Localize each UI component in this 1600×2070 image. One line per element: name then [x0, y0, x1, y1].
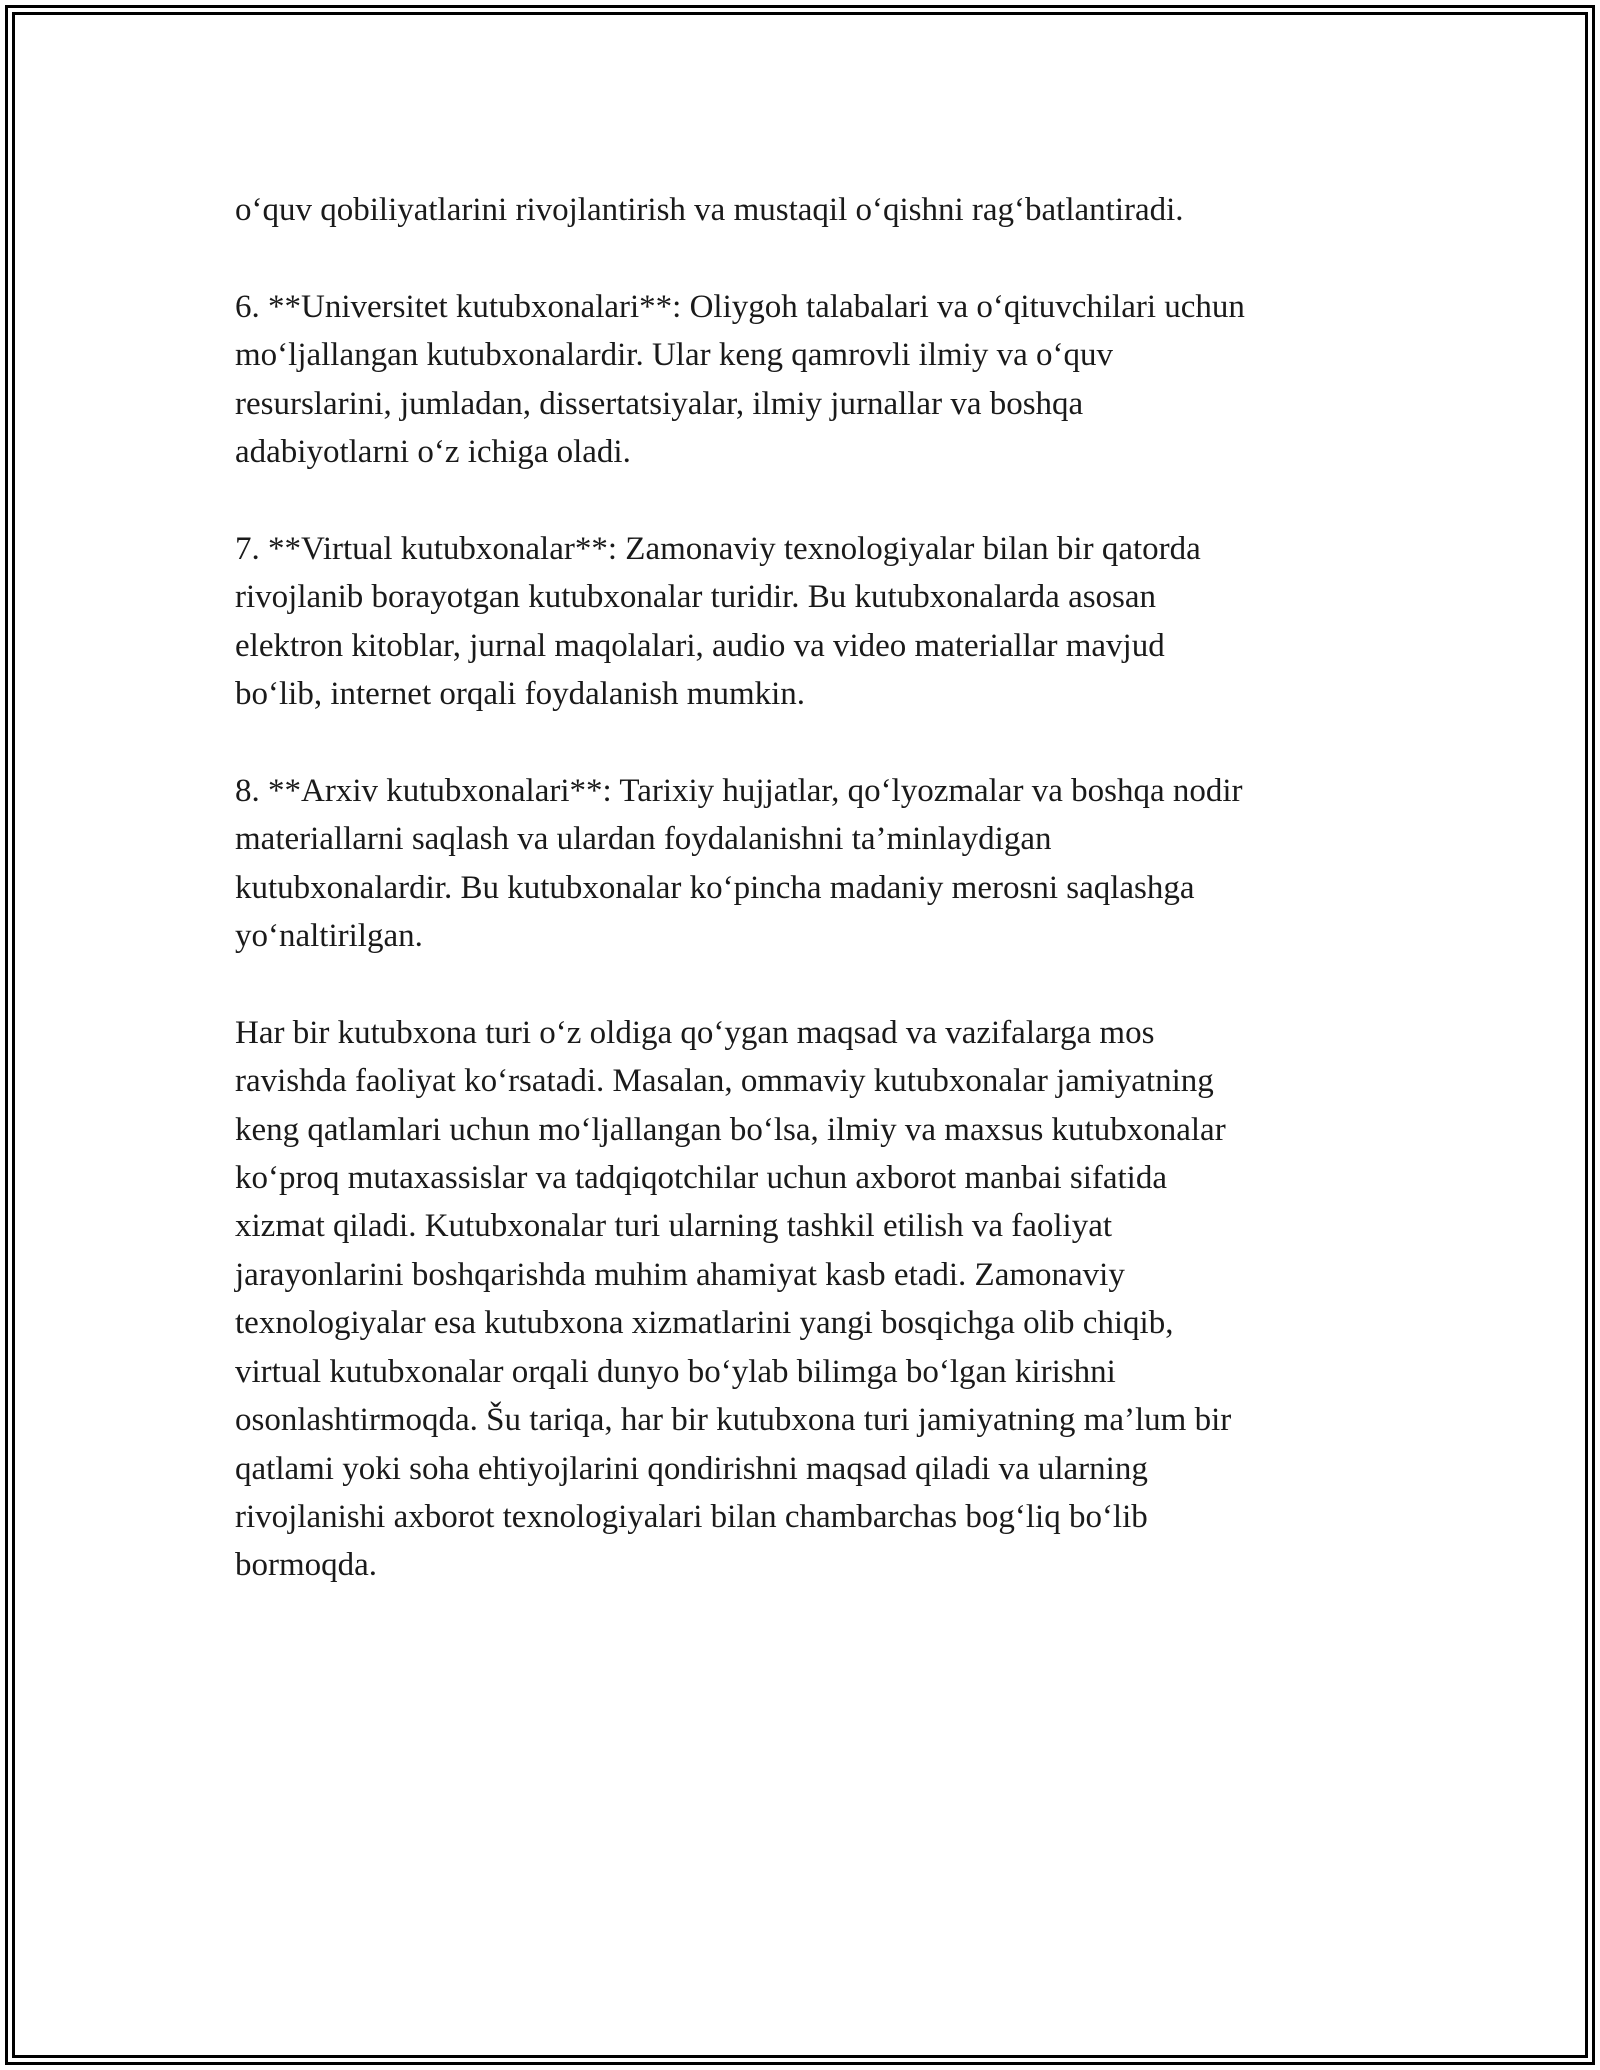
paragraph-virtual-libraries	[235, 525, 1375, 719]
text-line: bo‘lib, internet orqali foydalanish mumkin.	[235, 676, 806, 713]
text-line: rivojlanib borayotgan kutubxonalar turidir. Bu kutubxonalarda asosan	[235, 579, 1157, 616]
text-line: bormoqda.	[235, 1547, 378, 1584]
paragraph-intro-continuation	[235, 186, 1375, 234]
text-line: jarayonlarini boshqarishda muhim ahamiyat kasb etadi. Zamonaviy	[235, 1256, 1125, 1293]
text-line: 7. **Virtual kutubxonalar**: Zamonaviy texnologiyalar bilan bir qatorda	[235, 530, 1201, 567]
text-line: Har bir kutubxona turi o‘z oldiga qo‘ygan maqsad va vazifalarga mos	[235, 1014, 1155, 1051]
text-line: xizmat qiladi. Kutubxonalar turi ularning tashkil etilish va faoliyat	[235, 1208, 1113, 1245]
paragraph-university-libraries	[235, 283, 1375, 477]
text-line: mo‘ljallangan kutubxonalardir. Ular keng qamrovli ilmiy va o‘quv	[235, 337, 1113, 374]
text-line: rivojlanishi axborot texnologiyalari bilan chambarchas bog‘liq bo‘lib	[235, 1498, 1148, 1535]
document-body	[235, 186, 1375, 1638]
text-line: 8. **Arxiv kutubxonalari**: Tarixiy hujjatlar, qo‘lyozmalar va boshqa nodir	[235, 772, 1243, 809]
text-line: osonlashtirmoqda. Šu tariqa, har bir kutubxona turi jamiyatning ma’lum bir	[235, 1402, 1232, 1439]
text-line: elektron kitoblar, jurnal maqolalari, audio va video materiallar mavjud	[235, 627, 1165, 664]
text-line: o‘quv qobiliyatlarini rivojlantirish va mustaqil o‘qishni rag‘batlantiradi.	[235, 192, 1184, 228]
paragraph-archive-libraries	[235, 767, 1375, 961]
text-line: 6. **Universitet kutubxonalari**: Oliygoh talabalari va o‘qituvchilari uchun	[235, 288, 1245, 325]
text-line: qatlami yoki soha ehtiyojlarini qondirishni maqsad qiladi va ularning	[235, 1450, 1148, 1487]
text-line: ko‘proq mutaxassislar va tadqiqotchilar uchun axborot manbai sifatida	[235, 1160, 1167, 1197]
text-line: ravishda faoliyat ko‘rsatadi. Masalan, ommaviy kutubxonalar jamiyatning	[235, 1063, 1214, 1100]
text-line: texnologiyalar esa kutubxona xizmatlarini yangi bosqichga olib chiqib,	[235, 1305, 1174, 1342]
text-line: adabiyotlarni o‘z ichiga oladi.	[235, 434, 631, 471]
text-line: materiallarni saqlash va ulardan foydalanishni ta’minlaydigan	[235, 821, 1052, 858]
text-line: yo‘naltirilgan.	[235, 918, 423, 955]
text-line: resurslarini, jumladan, dissertatsiyalar, ilmiy jurnallar va boshqa	[235, 385, 1084, 422]
text-line: kutubxonalardir. Bu kutubxonalar ko‘pincha madaniy merosni saqlashga	[235, 869, 1195, 906]
text-line: virtual kutubxonalar orqali dunyo bo‘ylab bilimga bo‘lgan kirishni	[235, 1353, 1116, 1390]
paragraph-summary	[235, 1009, 1375, 1590]
text-line: keng qatlamlari uchun mo‘ljallangan bo‘lsa, ilmiy va maxsus kutubxonalar	[235, 1111, 1226, 1148]
